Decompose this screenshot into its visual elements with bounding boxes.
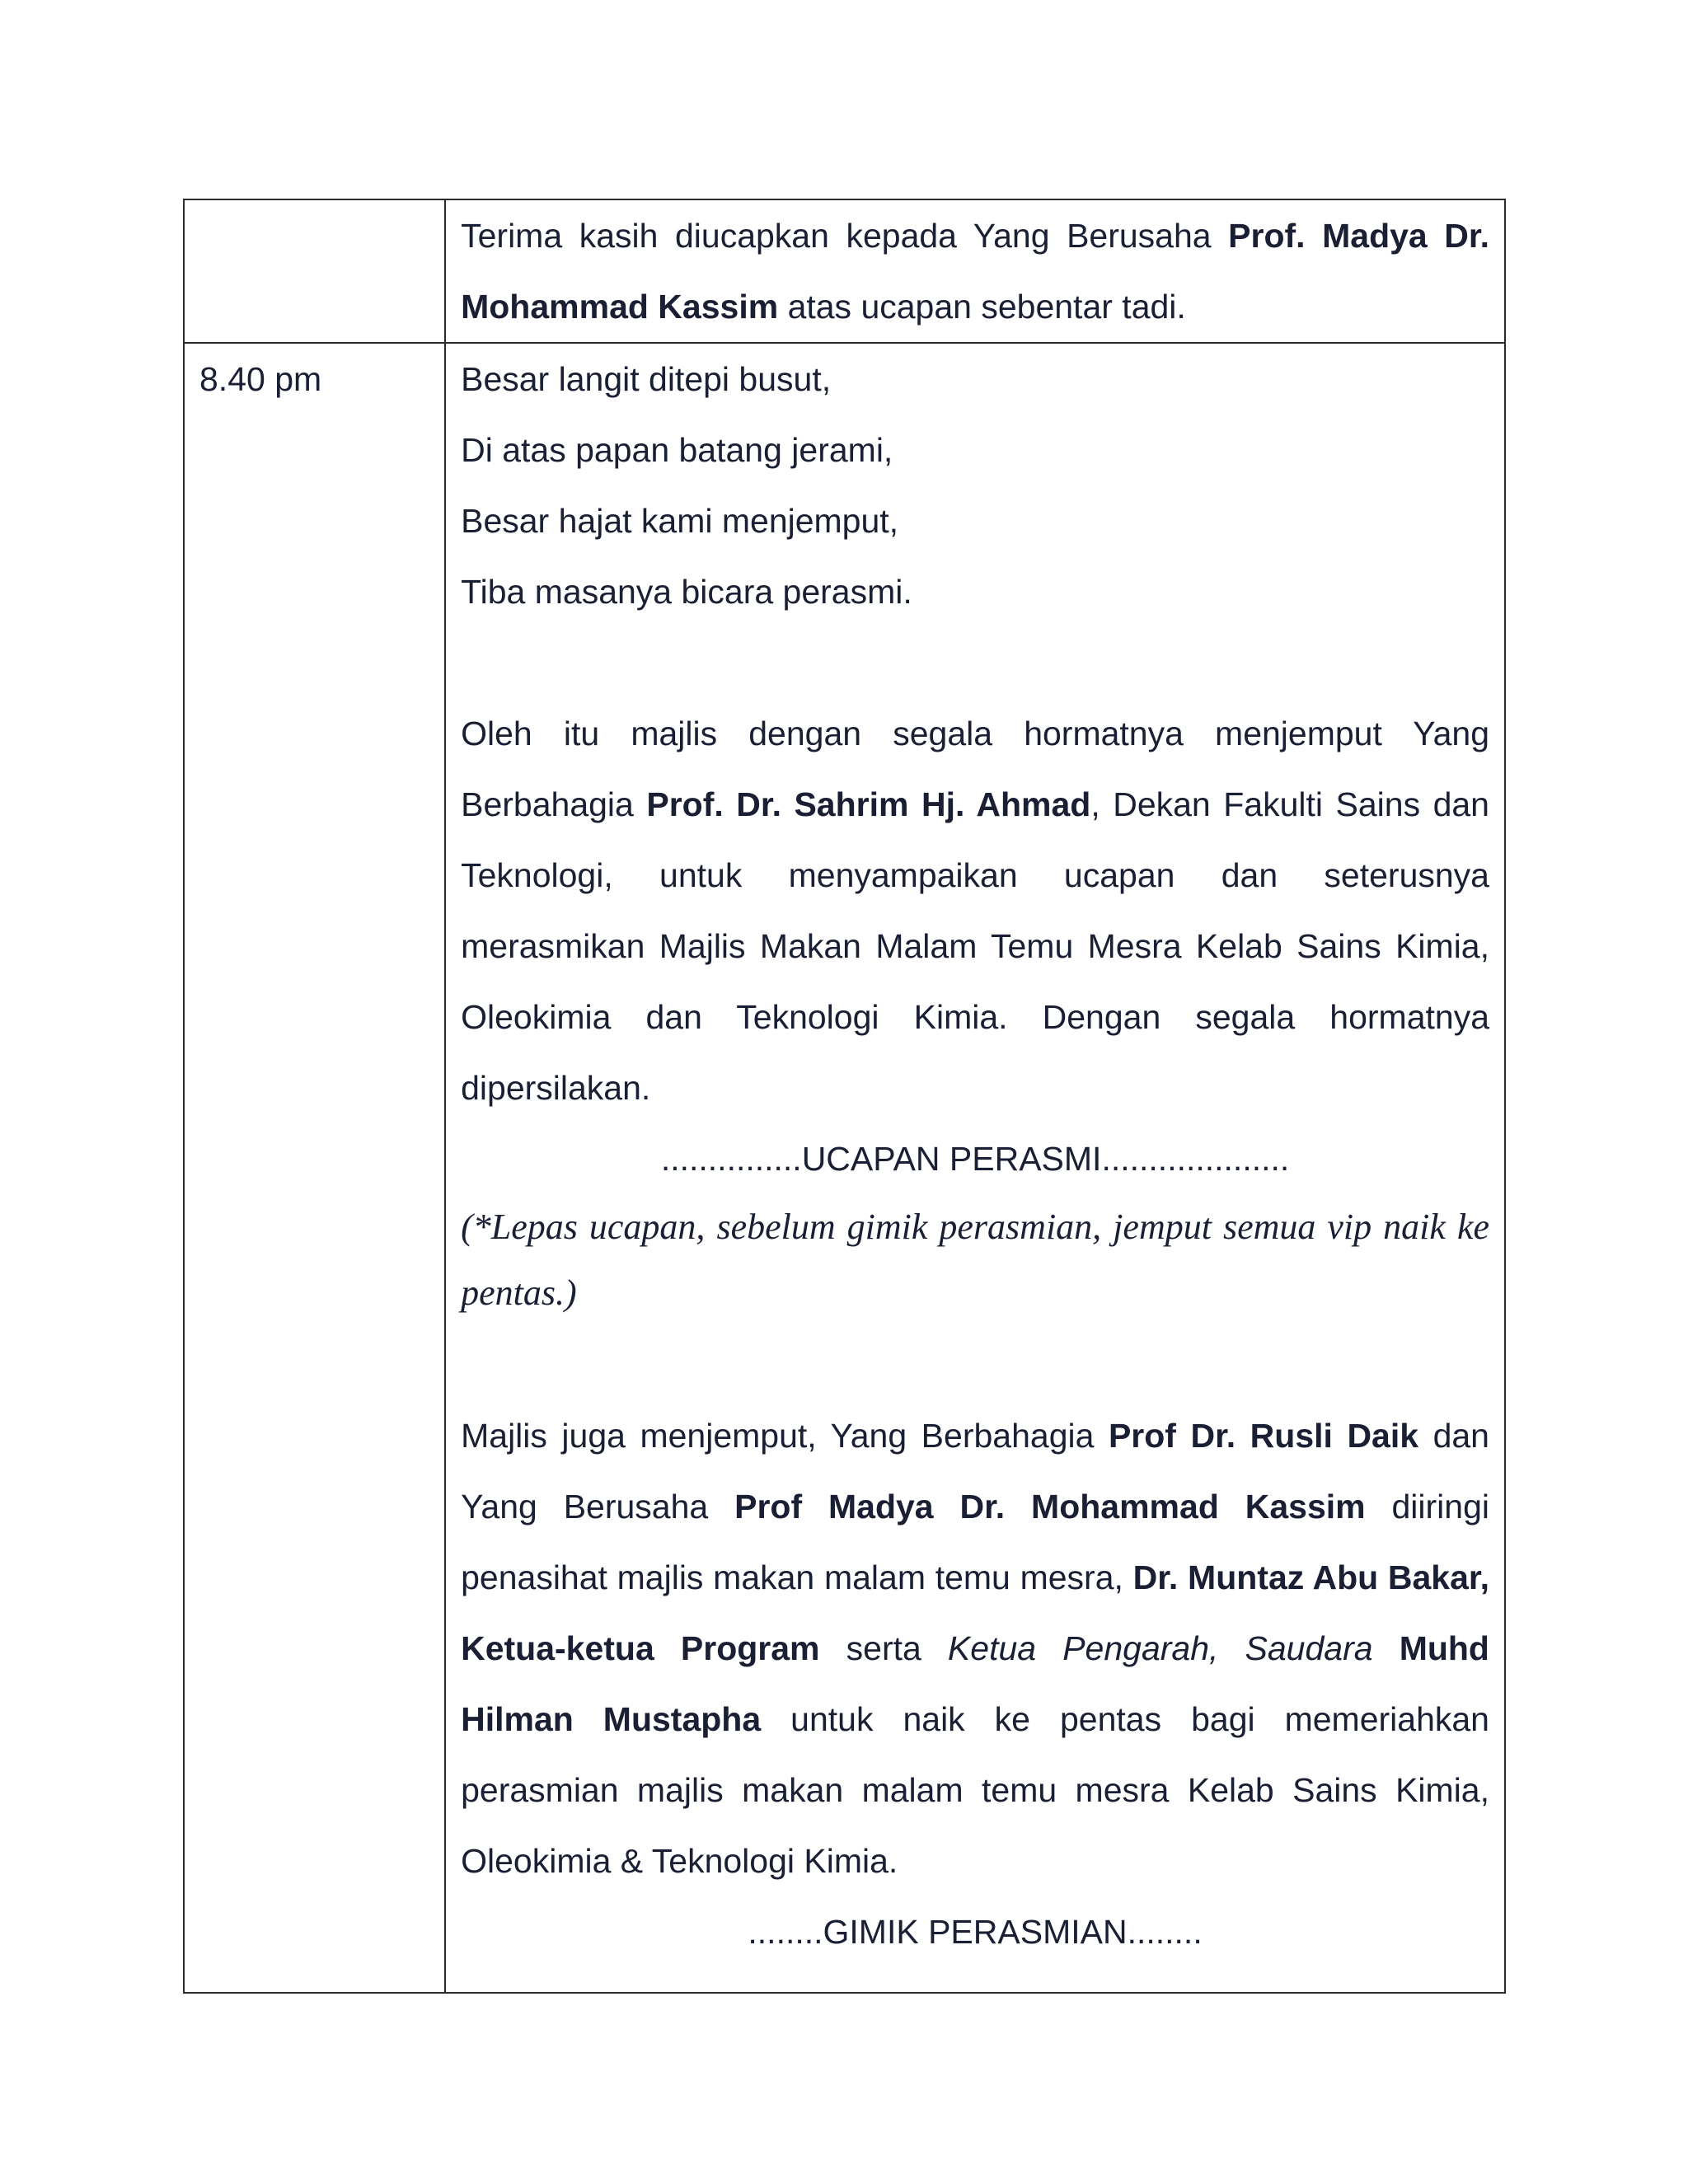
thanks-text: Terima kasih diucapkan kepada Yang Berusaha	[461, 217, 1229, 255]
vip-name: Dr. Muntaz Abu Bakar, Ketua-ketua Program	[461, 1558, 1489, 1667]
script-cell	[445, 343, 1505, 1993]
invite-paragraph	[461, 698, 1489, 1123]
vip-text: dan Yang Berusaha	[461, 1417, 1489, 1526]
thanks-text-end: atas ucapan sebentar tadi.	[778, 288, 1186, 326]
table-row	[184, 343, 1505, 1993]
pantun-line: Tiba masanya bicara perasmi.	[461, 573, 912, 611]
guest-name: Prof. Dr. Sahrim Hj. Ahmad	[646, 785, 1091, 823]
vip-paragraph	[461, 1400, 1489, 1896]
vip-text: diiringi penasihat majlis makan malam temu mesra,	[461, 1488, 1490, 1596]
programme-table	[183, 199, 1506, 1994]
spacer	[461, 627, 1489, 698]
stage-note: (*Lepas ucapan, sebelum gimik perasmian, jemput semua vip naik ke pentas.)	[461, 1207, 1489, 1313]
speaker-name: Prof. Madya Dr. Mohammad Kassim	[461, 217, 1489, 326]
vip-text-end: untuk naik ke pentas bagi memeriahkan perasmian majlis makan malam temu mesra Kelab Sains Kimia, Oleokimia & Teknologi Kimia.	[461, 1700, 1489, 1880]
invite-text: Oleh itu majlis dengan segala hormatnya menjemput Yang Berbahagia	[461, 715, 1489, 823]
pantun-line: Di atas papan batang jerami,	[461, 431, 893, 469]
vip-name: Prof Madya Dr. Mohammad Kassim	[734, 1488, 1366, 1526]
table-row	[184, 199, 1505, 343]
invite-text-end: , Dekan Fakulti Sains dan Teknologi, untuk menyampaikan ucapan dan seterusnya merasmikan Majlis Makan Malam Temu Mesra Kelab Sains Kimia, Oleokimia dan Teknologi Kimia. Dengan segala hormatnya dipersilakan.	[461, 785, 1489, 1107]
vip-name: Prof Dr. Rusli Daik	[1108, 1417, 1419, 1455]
vip-name: Muhd Hilman Mustapha	[461, 1629, 1489, 1738]
ucapan-marker: ...............UCAPAN PERASMI....................	[660, 1140, 1290, 1178]
pantun-line: Besar hajat kami menjemput,	[461, 502, 899, 540]
script-cell	[445, 199, 1505, 343]
vip-text	[1373, 1629, 1400, 1667]
spacer	[461, 1326, 1489, 1400]
vip-title: Ketua Pengarah, Saudara	[947, 1629, 1373, 1667]
time-cell: 8.40 pm	[184, 343, 445, 1993]
vip-text: serta	[819, 1629, 948, 1667]
pantun-line: Besar langit ditepi busut,	[461, 360, 832, 398]
gimik-marker: ........GIMIK PERASMIAN........	[748, 1913, 1203, 1951]
vip-text: Majlis juga menjemput, Yang Berbahagia	[461, 1417, 1109, 1455]
thanks-paragraph	[461, 200, 1489, 342]
time-cell	[184, 199, 445, 343]
